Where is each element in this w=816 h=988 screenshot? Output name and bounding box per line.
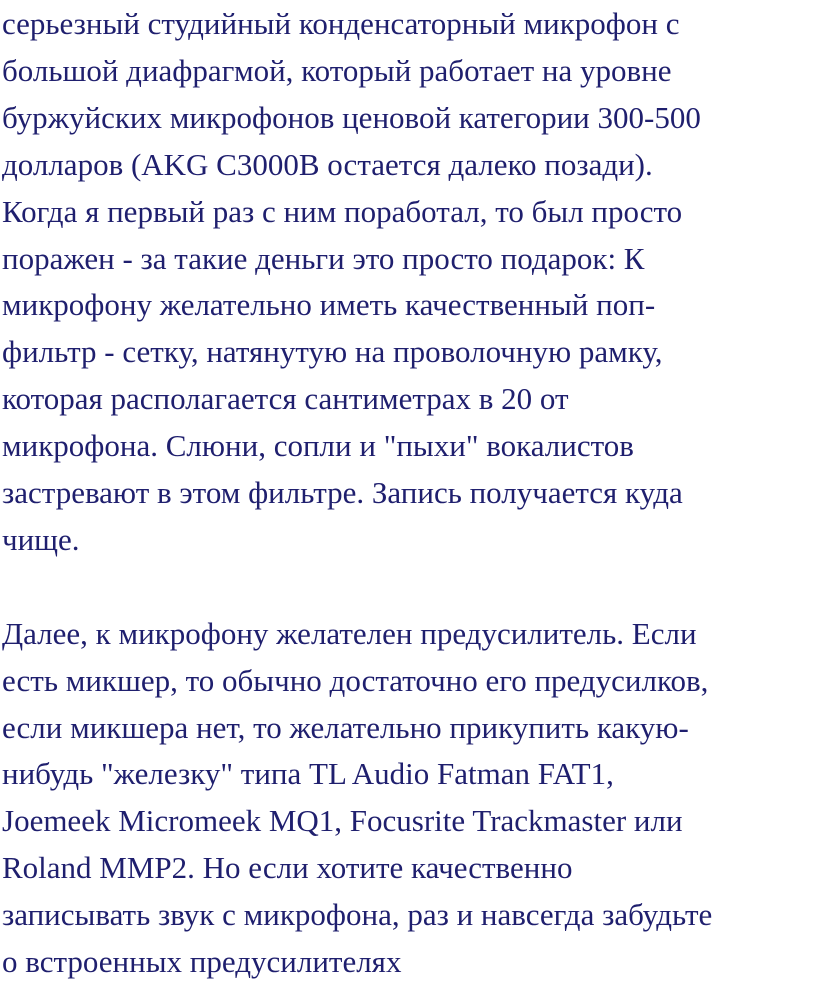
text-line: буржуйских микрофонов ценовой категории 300-500: [2, 99, 701, 135]
paragraph-2: [2, 611, 816, 986]
paragraph-1: [2, 1, 816, 564]
text-line: записывать звук с микрофона, раз и навсегда забудьте: [2, 897, 713, 933]
text-line: большой диафрагмой, который работает на уровне: [2, 52, 672, 88]
text-line: поражен - за такие деньги это просто подарок: К: [2, 240, 645, 276]
text-line: долларов (AKG C3000B остается далеко позади).: [2, 146, 653, 182]
text-line: есть микшер, то обычно достаточно его предусилков,: [2, 662, 709, 698]
text-line: застревают в этом фильтре. Запись получается куда: [2, 475, 683, 511]
text-line: микрофону желательно иметь качественный поп-: [2, 287, 656, 323]
paragraph-spacer: [2, 564, 816, 611]
text-line: нибудь "железку" типа TL Audio Fatman FAT1,: [2, 756, 614, 792]
text-line: Когда я первый раз с ним поработал, то был просто: [2, 193, 683, 229]
text-line: фильтр - сетку, натянутую на проволочную рамку,: [2, 334, 663, 370]
text-line: микрофона. Слюни, сопли и "пыхи" вокалистов: [2, 428, 634, 464]
text-line: Joemeek Micromeek MQ1, Focusrite Trackmaster или: [2, 803, 683, 839]
text-line: серьезный студийный конденсаторный микрофон с: [2, 6, 680, 41]
text-line: о встроенных предусилителях: [2, 944, 402, 980]
text-line: которая располагается сантиметрах в 20 от: [2, 381, 569, 417]
text-line: чище.: [2, 521, 80, 557]
text-line: если микшера нет, то желательно прикупить какую-: [2, 709, 689, 745]
text-line: Roland MMP2. Но если хотите качественно: [2, 850, 573, 886]
text-line: Далее, к микрофону желателен предусилитель. Если: [2, 615, 697, 651]
